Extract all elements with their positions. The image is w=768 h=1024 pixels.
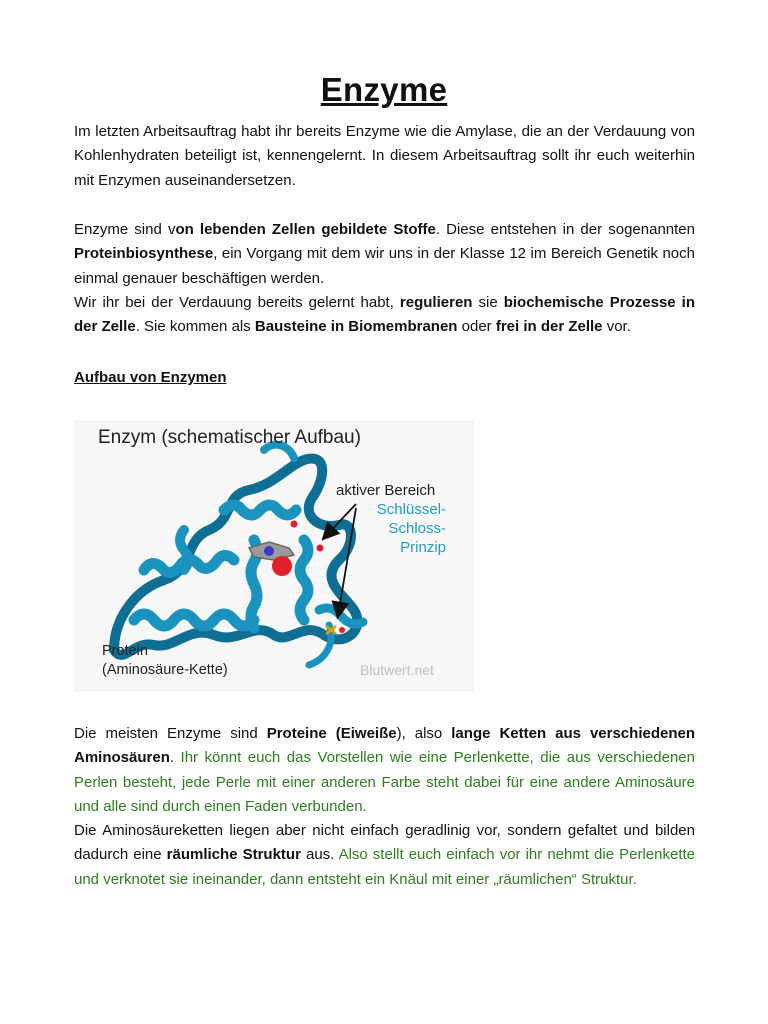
text-span: aus. <box>300 846 339 864</box>
bold-text: Proteine (Eiweiße <box>266 725 397 742</box>
section-heading: Aufbau von Enzymen <box>74 369 227 386</box>
text-span: vor. <box>602 318 631 336</box>
image-credit: Blutwert.net <box>360 662 434 678</box>
function-paragraph <box>74 291 695 340</box>
lock-key-line: Schloss- <box>388 520 446 537</box>
lock-key-line: Prinzip <box>400 539 446 556</box>
text-span: . Diese entstehen in der sogenannten <box>435 221 695 238</box>
text-span: oder <box>457 318 496 336</box>
active-site-label: aktiver Bereich <box>336 482 436 499</box>
bold-text: biochemische Prozesse in der Zelle <box>74 294 696 336</box>
text-span: sie <box>472 294 504 311</box>
text-span: ), also <box>396 725 452 742</box>
bold-text: räumliche Struktur <box>166 846 301 864</box>
lock-key-line: Schlüssel- <box>376 501 446 518</box>
page-title: Enzyme <box>320 71 448 108</box>
lock-key-principle-label <box>364 500 446 557</box>
text-span: Die Aminosäureketten liegen aber nicht einfach geradlinig vor, sondern gefaltet und bilden dadurch eine <box>74 822 695 864</box>
bold-text: Proteinbiosynthese <box>74 245 214 263</box>
bold-text: regulieren <box>399 294 473 311</box>
structure-paragraph <box>74 819 695 892</box>
definition-paragraph <box>74 218 695 291</box>
protein-label <box>102 642 228 680</box>
protein-label-line: (Aminosäure-Kette) <box>102 662 228 678</box>
analogy-text: Also stellt euch einfach vor ihr nehmt die Perlenkette und verknotet sie ineinander, dann entsteht ein Knäul mit einer „räumlichen“ Struktur. <box>74 846 696 888</box>
text-span: Enzyme sind v <box>74 221 176 238</box>
text-span: . <box>169 749 181 767</box>
proteins-paragraph <box>74 722 695 820</box>
bold-text: lange Ketten aus verschiedenen Aminosäuren <box>74 725 695 767</box>
protein-label-line: Protein <box>102 643 148 659</box>
figure-title: Enzym (schematischer Aufbau) <box>98 427 361 448</box>
bold-text: Bausteine in Biomembranen <box>254 318 458 336</box>
intro-paragraph: Im letzten Arbeitsauftrag habt ihr bereits Enzyme wie die Amylase, die an der Verdauung von Kohlenhydraten beteiligt ist, kennengelernt. In diesem Arbeitsauftrag sollt ihr euch weiterhin mit Enzymen auseinandersetzen. <box>74 123 695 189</box>
text-span: . Sie kommen als <box>135 318 255 336</box>
text-span: Wir ihr bei der Verdauung bereits gelernt habt, <box>74 294 400 311</box>
text-span: , ein Vorgang mit dem wir uns in der Klasse 12 im Bereich Genetik noch einmal genauer beschäftigen werden. <box>74 245 695 287</box>
enzyme-figure <box>74 420 474 692</box>
bold-text: frei in der Zelle <box>495 318 603 336</box>
text-span: Die meisten Enzyme sind <box>74 725 267 742</box>
analogy-text: Ihr könnt euch das Vorstellen wie eine Perlenkette, die aus verschiedenen Perlen besteht, jede Perle mit einer anderen Farbe steht dabei für eine andere Aminosäure und alle sind durch einen Faden verbunden. <box>74 749 695 816</box>
bold-text: on lebenden Zellen gebildete Stoffe <box>175 221 436 238</box>
